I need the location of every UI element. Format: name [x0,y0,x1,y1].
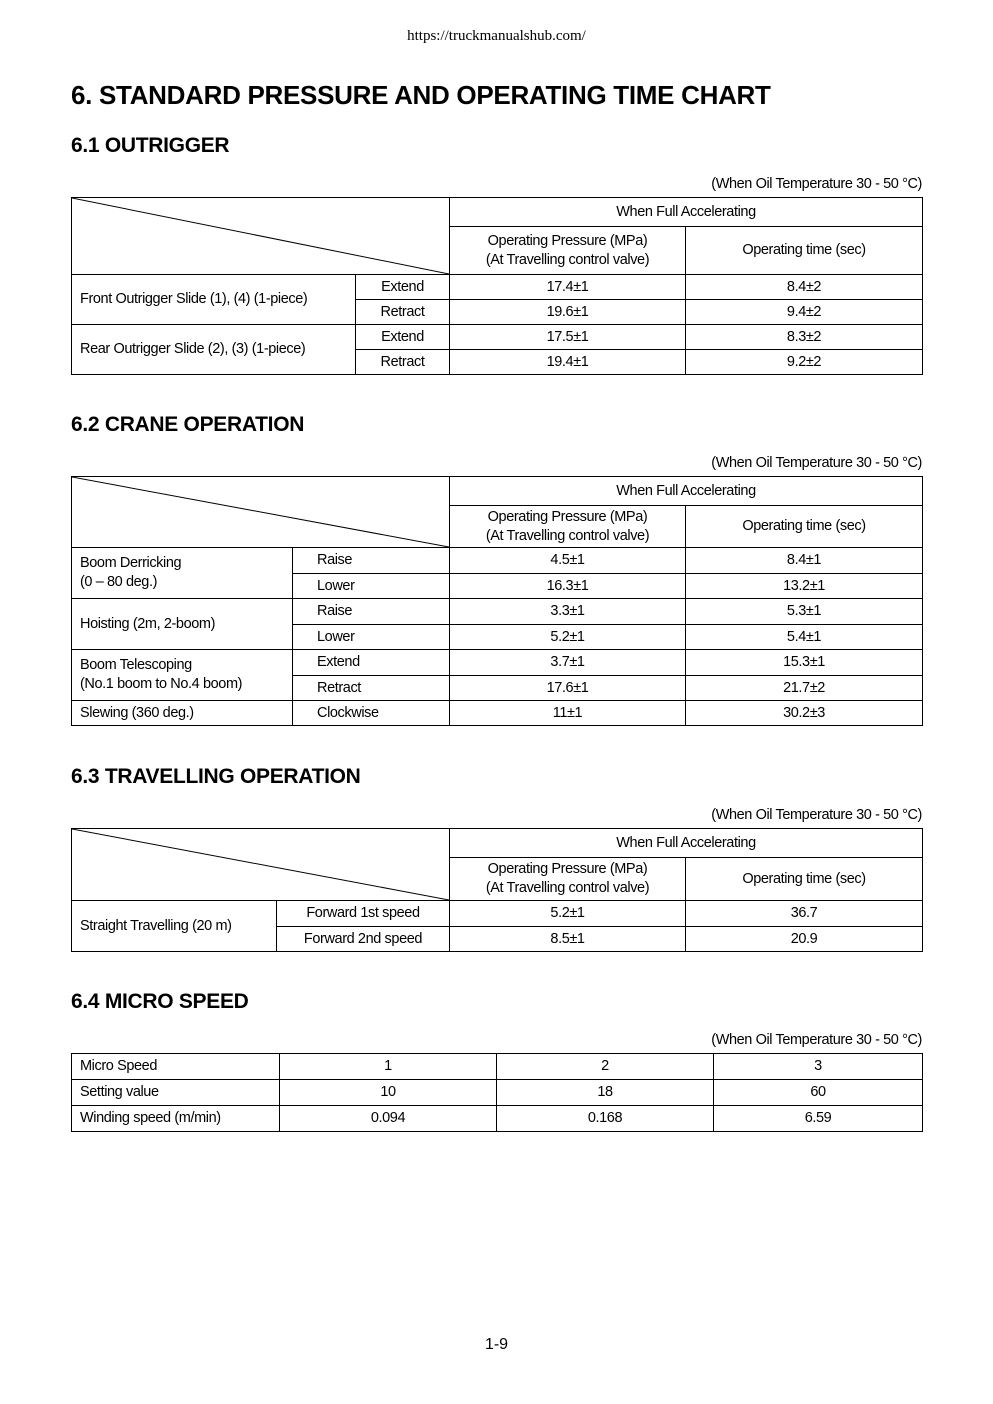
time-value: 30.2±3 [686,701,923,726]
row-label: Micro Speed [72,1054,280,1080]
table-cell: 3 [714,1054,923,1080]
time-value: 20.9 [686,927,923,952]
oil-temperature-condition: (When Oil Temperature 30 - 50 °C) [711,807,922,823]
operation-label: Raise [293,599,450,625]
diagonal-header-cell [72,829,450,901]
pressure-value: 5.2±1 [450,625,686,650]
header-operating-time: Operating time (sec) [686,506,923,548]
operation-label: Retract [356,350,450,375]
table-cell: 60 [714,1080,923,1106]
row-label: Slewing (360 deg.) [72,701,293,726]
row-label: Straight Travelling (20 m) [72,901,277,952]
pressure-value: 17.4±1 [450,275,686,300]
time-value: 13.2±1 [686,574,923,599]
table-cell: 18 [497,1080,714,1106]
time-value: 21.7±2 [686,676,923,701]
operation-label: Raise [293,548,450,574]
row-label: Setting value [72,1080,280,1106]
page-title: 6. STANDARD PRESSURE AND OPERATING TIME CHART [71,80,771,110]
operation-label: Retract [356,300,450,325]
row-label: Winding speed (m/min) [72,1106,280,1132]
row-label: Boom Telescoping (No.1 boom to No.4 boom) [72,650,293,701]
header-full-accelerating: When Full Accelerating [450,477,923,506]
time-value: 5.4±1 [686,625,923,650]
time-value: 9.2±2 [686,350,923,375]
page-number: 1-9 [484,1336,509,1353]
table-cell: 0.094 [280,1106,497,1132]
crane-table [71,476,923,726]
micro-speed-table [71,1053,923,1132]
table-cell: 2 [497,1054,714,1080]
table-cell: 10 [280,1080,497,1106]
section-title-travelling: 6.3 TRAVELLING OPERATION [71,765,361,788]
oil-temperature-condition: (When Oil Temperature 30 - 50 °C) [711,1032,922,1048]
time-value: 9.4±2 [686,300,923,325]
table-cell: 0.168 [497,1106,714,1132]
operation-label: Retract [293,676,450,701]
header-full-accelerating: When Full Accelerating [450,829,923,858]
pressure-value: 8.5±1 [450,927,686,952]
row-label: Boom Derricking (0 – 80 deg.) [72,548,293,599]
operation-label: Lower [293,574,450,599]
oil-temperature-condition: (When Oil Temperature 30 - 50 °C) [711,176,922,192]
time-value: 36.7 [686,901,923,927]
header-operating-time: Operating time (sec) [686,858,923,901]
table-cell: 1 [280,1054,497,1080]
pressure-value: 17.6±1 [450,676,686,701]
diagonal-header-cell [72,198,450,275]
pressure-value: 11±1 [450,701,686,726]
time-value: 8.4±2 [686,275,923,300]
header-operating-pressure: Operating Pressure (MPa) (At Travelling control valve) [450,227,686,275]
row-label: Front Outrigger Slide (1), (4) (1-piece) [72,275,356,325]
time-value: 8.4±1 [686,548,923,574]
diagonal-header-cell [72,477,450,548]
operation-label: Extend [356,325,450,350]
section-title-micro-speed: 6.4 MICRO SPEED [71,990,249,1013]
operation-label: Lower [293,625,450,650]
table-cell: 6.59 [714,1106,923,1132]
header-operating-time: Operating time (sec) [686,227,923,275]
time-value: 8.3±2 [686,325,923,350]
outrigger-table [71,197,923,375]
pressure-value: 4.5±1 [450,548,686,574]
operation-label: Forward 2nd speed [277,927,450,952]
pressure-value: 3.3±1 [450,599,686,625]
section-title-crane: 6.2 CRANE OPERATION [71,413,305,436]
header-full-accelerating: When Full Accelerating [450,198,923,227]
oil-temperature-condition: (When Oil Temperature 30 - 50 °C) [711,455,922,471]
section-title-outrigger: 6.1 OUTRIGGER [71,134,230,157]
pressure-value: 16.3±1 [450,574,686,599]
operation-label: Forward 1st speed [277,901,450,927]
source-url: https://truckmanualshub.com/ [407,28,586,44]
pressure-value: 5.2±1 [450,901,686,927]
time-value: 15.3±1 [686,650,923,676]
header-operating-pressure: Operating Pressure (MPa) (At Travelling control valve) [450,858,686,901]
travelling-table [71,828,923,952]
operation-label: Clockwise [293,701,450,726]
header-operating-pressure: Operating Pressure (MPa) (At Travelling control valve) [450,506,686,548]
pressure-value: 3.7±1 [450,650,686,676]
operation-label: Extend [293,650,450,676]
row-label: Hoisting (2m, 2-boom) [72,599,293,650]
pressure-value: 19.4±1 [450,350,686,375]
operation-label: Extend [356,275,450,300]
pressure-value: 17.5±1 [450,325,686,350]
row-label: Rear Outrigger Slide (2), (3) (1-piece) [72,325,356,375]
pressure-value: 19.6±1 [450,300,686,325]
time-value: 5.3±1 [686,599,923,625]
